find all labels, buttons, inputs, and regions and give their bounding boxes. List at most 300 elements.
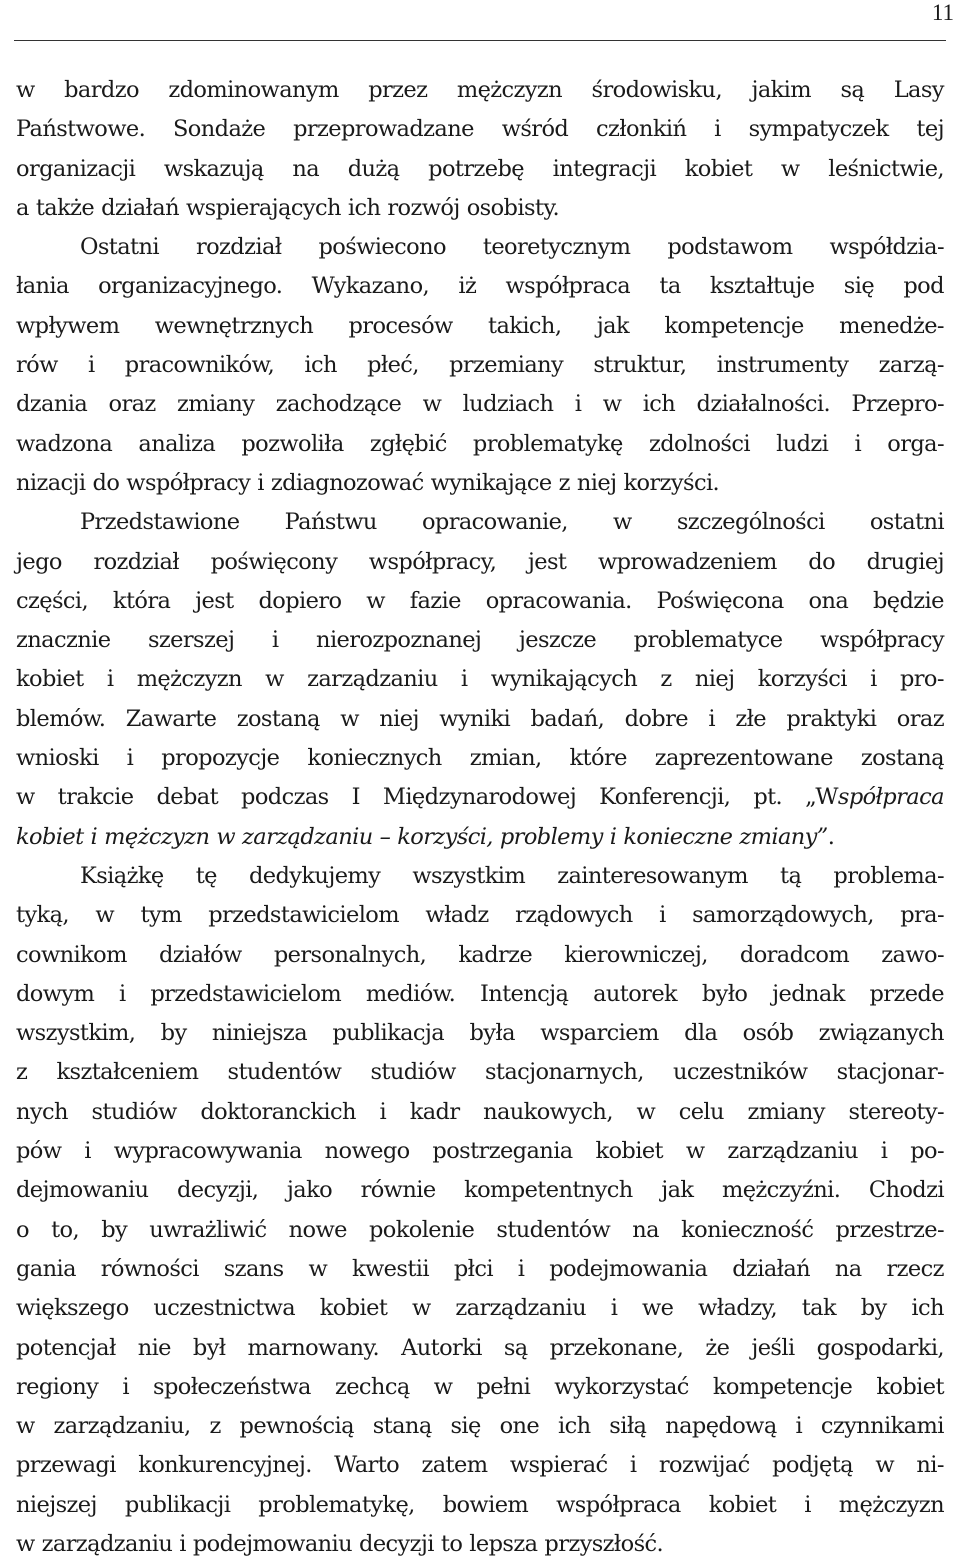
- word: potencjał: [16, 1334, 116, 1361]
- word: współpracy,: [368, 548, 497, 575]
- word: zarządzaniu: [455, 1295, 586, 1322]
- word: kształtuje: [709, 273, 815, 300]
- word: problematykę,: [258, 1491, 415, 1518]
- word: konieczne: [623, 823, 733, 850]
- word: po-: [910, 1138, 944, 1165]
- word: ludzi: [776, 430, 829, 457]
- word: z: [558, 469, 570, 496]
- word: rządowych: [515, 902, 633, 929]
- text-line: [16, 1525, 944, 1564]
- word: zachodzące: [275, 391, 402, 418]
- word: i: [804, 1491, 811, 1518]
- word: Poświęcona: [656, 587, 784, 614]
- text-line: [16, 1329, 944, 1368]
- word: w: [216, 823, 236, 850]
- word: niejszej: [16, 1491, 97, 1518]
- word: i: [629, 1452, 637, 1479]
- word: jeśli: [751, 1334, 795, 1361]
- word: zarządzaniu: [242, 823, 373, 850]
- text-line: [16, 1211, 944, 1250]
- word: zarządzaniu: [41, 1530, 173, 1557]
- word: decyzji: [359, 1530, 434, 1557]
- word: by: [160, 1020, 187, 1047]
- word: niej: [694, 666, 735, 693]
- word: będzie: [872, 587, 944, 614]
- word: wszystkim,: [16, 1020, 136, 1047]
- word: naukowych,: [483, 1098, 613, 1125]
- word: dobre: [624, 705, 688, 732]
- word: Warto: [334, 1452, 400, 1479]
- word: analiza: [138, 430, 216, 457]
- word: tym: [140, 902, 182, 929]
- word: zdominowanym: [168, 77, 339, 103]
- word: „Współpraca: [805, 784, 944, 811]
- word: społeczeństwa: [153, 1373, 311, 1400]
- word: są: [840, 77, 865, 103]
- word: współpracy: [126, 469, 251, 496]
- word: i: [119, 980, 126, 1007]
- text-body: [16, 71, 944, 1564]
- word: wszystkim: [412, 862, 526, 889]
- word: i: [659, 902, 666, 929]
- paragraph: [16, 71, 944, 228]
- word: są: [503, 1334, 528, 1361]
- word: czynnikami: [820, 1413, 944, 1440]
- word: korzyści.: [623, 469, 720, 496]
- word: że: [705, 1334, 730, 1361]
- text-line: [16, 71, 944, 110]
- word: propozycje: [161, 745, 280, 772]
- word: zdolności: [648, 430, 750, 457]
- word: przemiany: [449, 352, 564, 379]
- word: dejmowaniu: [16, 1177, 149, 1204]
- word: praktyki: [786, 705, 877, 732]
- word: zmiany”.: [739, 823, 835, 850]
- word: problemy: [499, 823, 603, 850]
- word: wprowadzeniem: [597, 548, 777, 575]
- word: podstawom: [667, 234, 793, 261]
- text-line: [16, 582, 944, 621]
- word: przewagi: [16, 1452, 116, 1479]
- word: wynikające: [430, 469, 552, 496]
- word: kobiet: [319, 1295, 388, 1322]
- word: pracowników,: [124, 352, 275, 379]
- word: w: [16, 77, 35, 103]
- word: na: [834, 1255, 862, 1282]
- word: władz: [425, 902, 489, 929]
- word: publikacji: [124, 1491, 231, 1518]
- text-line: [16, 818, 944, 857]
- word: ich: [304, 352, 337, 379]
- word: pełni: [476, 1373, 531, 1400]
- word: kobiet: [16, 666, 84, 693]
- word: opracowanie,: [421, 509, 568, 536]
- word: płeć,: [367, 352, 419, 379]
- word: ich: [911, 1295, 944, 1322]
- text-line: [16, 1407, 944, 1446]
- word: Autorki: [401, 1334, 482, 1361]
- word: konkurencyjnej.: [138, 1452, 312, 1479]
- word: postrzegania: [432, 1138, 573, 1165]
- word: jako: [286, 1177, 333, 1204]
- word: pów: [16, 1138, 62, 1165]
- word: zawo-: [881, 941, 944, 968]
- word: doradcom: [739, 941, 850, 968]
- word: równie: [360, 1177, 436, 1204]
- word: stacjonarnych,: [484, 1059, 644, 1086]
- word: i: [609, 823, 617, 850]
- word: I: [351, 784, 360, 811]
- word: działań: [101, 194, 179, 221]
- word: to: [440, 1530, 463, 1557]
- word: potrzebę: [428, 155, 524, 182]
- word: trakcie: [57, 784, 134, 811]
- word: zmian,: [469, 745, 542, 772]
- word: związanych: [818, 1020, 944, 1047]
- word: uczestników: [673, 1059, 808, 1086]
- word: pod: [903, 273, 944, 300]
- word: w: [685, 1138, 705, 1165]
- word: przedstawicielom: [150, 980, 342, 1007]
- word: mężczyźni.: [721, 1177, 841, 1204]
- word: była: [469, 1020, 515, 1047]
- word: władzy,: [698, 1295, 778, 1322]
- word: takich,: [488, 312, 562, 339]
- word: zmiany: [747, 1098, 825, 1125]
- word: i: [379, 1098, 387, 1125]
- word: pro-: [899, 666, 944, 693]
- word: jest: [527, 548, 567, 575]
- word: a: [16, 194, 29, 221]
- word: pt.: [753, 784, 783, 811]
- word: równości: [100, 1255, 199, 1282]
- word: zarządzaniu: [727, 1138, 858, 1165]
- word: na: [632, 1216, 659, 1243]
- word: leśnictwie,: [828, 155, 944, 182]
- text-line: [16, 228, 944, 267]
- word: ludziach: [462, 391, 554, 418]
- word: uwrażliwić: [149, 1216, 267, 1243]
- word: by: [101, 1216, 128, 1243]
- word: zmiany: [177, 391, 255, 418]
- word: lepsza: [469, 1530, 538, 1557]
- word: osobisty.: [466, 194, 560, 221]
- word: organizacyjnego.: [98, 273, 283, 300]
- word: problema-: [833, 862, 944, 889]
- word: zostaną: [860, 745, 944, 772]
- word: jego: [16, 548, 62, 575]
- word: Lasy: [893, 77, 944, 103]
- word: ich: [347, 194, 381, 221]
- word: osób: [742, 1020, 794, 1047]
- text-line: [16, 1053, 944, 1092]
- word: gospodarki,: [816, 1334, 944, 1361]
- word: znacznie: [16, 627, 111, 654]
- word: Ostatni: [80, 234, 159, 261]
- word: dopiero: [258, 587, 342, 614]
- word: w: [308, 1255, 328, 1282]
- word: kadr: [409, 1098, 460, 1125]
- word: się: [450, 1413, 481, 1440]
- word: pozwoliła: [241, 430, 344, 457]
- word: korzyści: [757, 666, 847, 693]
- word: nie: [137, 1334, 171, 1361]
- word: procesów: [348, 312, 453, 339]
- word: bowiem: [442, 1491, 529, 1518]
- word: nizacji: [16, 469, 86, 496]
- word: przekonane,: [549, 1334, 684, 1361]
- word: we: [642, 1295, 674, 1322]
- word: i: [84, 1138, 91, 1165]
- word: nowego: [324, 1138, 410, 1165]
- word: i: [271, 627, 279, 654]
- word: zgłębić: [369, 430, 447, 457]
- word: szans: [223, 1255, 284, 1282]
- word: które: [569, 745, 627, 772]
- word: i: [708, 705, 715, 732]
- word: fazie: [409, 587, 461, 614]
- word: studiów: [91, 1098, 177, 1125]
- word: ostatni: [869, 509, 944, 536]
- word: był: [192, 1334, 226, 1361]
- word: bardzo: [64, 77, 139, 103]
- word: gania: [16, 1255, 76, 1282]
- word: się: [843, 273, 875, 300]
- word: dużą: [347, 155, 400, 182]
- word: personalnych,: [273, 941, 427, 968]
- word: mężczyzn: [838, 1491, 944, 1518]
- text-line: [16, 778, 944, 817]
- word: rozwój: [387, 194, 460, 221]
- word: niej: [576, 469, 617, 496]
- word: zarzą-: [878, 352, 944, 379]
- text-line: [16, 1014, 944, 1053]
- word: jest: [195, 587, 234, 614]
- word: złe: [735, 705, 767, 732]
- word: w: [412, 1295, 431, 1322]
- text-line: [16, 110, 944, 149]
- text-line: [16, 1250, 944, 1289]
- word: kobiet: [708, 1491, 777, 1518]
- word: wpływem: [16, 312, 120, 339]
- word: dedykujemy: [248, 862, 381, 889]
- word: ni-: [916, 1452, 944, 1479]
- text-line: [16, 975, 944, 1014]
- word: oraz: [896, 705, 944, 732]
- word: wewnętrznych: [154, 312, 314, 339]
- word: konieczność: [681, 1216, 814, 1243]
- word: wśród: [501, 116, 569, 143]
- word: oraz: [108, 391, 156, 418]
- word: teoretycznym: [482, 234, 631, 261]
- word: Chodzi: [868, 1177, 944, 1204]
- text-line: [16, 267, 944, 306]
- word: tę: [195, 862, 217, 889]
- word: kadrze: [458, 941, 533, 968]
- word: podjętą: [772, 1452, 853, 1479]
- word: i: [517, 1255, 525, 1282]
- word: dowym: [16, 980, 95, 1007]
- word: w: [95, 902, 115, 929]
- text-line: [16, 1289, 944, 1328]
- word: na: [292, 155, 320, 182]
- word: mediów.: [365, 980, 456, 1007]
- word: działalności.: [696, 391, 831, 418]
- text-line: [16, 1171, 944, 1210]
- word: jeszcze: [518, 627, 597, 654]
- word: celu: [678, 1098, 724, 1125]
- word: Przepro-: [851, 391, 944, 418]
- text-line: [16, 857, 944, 896]
- word: iż: [458, 273, 477, 300]
- word: siłą: [609, 1413, 647, 1440]
- word: one: [499, 1413, 540, 1440]
- word: kształceniem: [56, 1059, 199, 1086]
- word: kobiet: [16, 823, 84, 850]
- word: rozwijać: [658, 1452, 750, 1479]
- text-line: [16, 1093, 944, 1132]
- text-line: [16, 189, 944, 228]
- word: kompetencje: [664, 312, 804, 339]
- word: wskazują: [163, 155, 264, 182]
- word: samorządowych,: [692, 902, 874, 929]
- word: Książkę: [80, 862, 164, 889]
- word: szerszej: [147, 627, 235, 654]
- word: przez: [368, 77, 428, 103]
- word: tą: [780, 862, 802, 889]
- word: i: [795, 1413, 803, 1440]
- word: autorek: [593, 980, 678, 1007]
- text-line: [16, 1446, 944, 1485]
- word: ich: [642, 391, 676, 418]
- word: i: [122, 1373, 129, 1400]
- word: w: [780, 155, 800, 182]
- word: w: [366, 587, 385, 614]
- word: wadzona: [16, 430, 113, 457]
- word: i: [106, 666, 114, 693]
- text-line: [16, 1486, 944, 1525]
- word: Międzynarodowej: [382, 784, 577, 811]
- word: kompetentnych: [464, 1177, 633, 1204]
- word: poświecono: [318, 234, 446, 261]
- text-line: [16, 660, 944, 699]
- word: zarządzaniu: [307, 666, 438, 693]
- word: rozdział: [195, 234, 282, 261]
- word: i: [126, 745, 134, 772]
- word: wypracowywania: [113, 1138, 302, 1165]
- word: w: [613, 509, 632, 536]
- word: niniejsza: [211, 1020, 308, 1047]
- word: menedże-: [839, 312, 944, 339]
- word: do: [808, 548, 836, 575]
- word: kompetencje: [712, 1373, 853, 1400]
- word: doktoranckich: [200, 1098, 356, 1125]
- text-line: [16, 346, 944, 385]
- word: Przedstawione: [80, 509, 240, 536]
- word: studentów: [227, 1059, 342, 1086]
- word: to,: [51, 1216, 80, 1243]
- word: Sondaże: [172, 116, 266, 143]
- word: decyzji,: [176, 1177, 259, 1204]
- word: podczas: [241, 784, 329, 811]
- word: wykorzystać: [554, 1373, 689, 1400]
- word: struktur,: [593, 352, 687, 379]
- header-rule: [14, 40, 946, 41]
- word: współpraca: [505, 273, 631, 300]
- word: by: [860, 1295, 887, 1322]
- word: tej: [916, 116, 944, 143]
- text-line: [16, 543, 944, 582]
- word: w: [875, 1452, 895, 1479]
- word: która: [112, 587, 171, 614]
- word: o: [16, 1216, 29, 1243]
- word: zdiagnozować: [270, 469, 424, 496]
- word: współdzia-: [829, 234, 944, 261]
- word: i: [179, 1530, 186, 1557]
- word: dzania: [16, 391, 88, 418]
- text-line: [16, 896, 944, 935]
- word: i: [880, 1138, 888, 1165]
- word: jak: [661, 1177, 694, 1204]
- word: integracji: [552, 155, 657, 182]
- word: i: [870, 666, 877, 693]
- word: z: [660, 666, 672, 693]
- word: zatem: [421, 1452, 488, 1479]
- word: środowisku,: [591, 77, 722, 103]
- word: w: [422, 391, 442, 418]
- word: Państwowe.: [16, 116, 146, 143]
- word: orga-: [887, 430, 944, 457]
- word: mężczyzn: [136, 666, 242, 693]
- word: zostaną: [236, 705, 320, 732]
- word: pokolenie: [368, 1216, 475, 1243]
- word: łania: [16, 273, 69, 300]
- word: podejmowania: [549, 1255, 708, 1282]
- word: ta: [659, 273, 681, 300]
- word: problematyce: [633, 627, 783, 654]
- word: stereoty-: [848, 1098, 944, 1125]
- word: było: [701, 980, 748, 1007]
- word: z: [16, 1059, 28, 1086]
- word: poświęcony: [210, 548, 338, 575]
- word: badań,: [530, 705, 605, 732]
- text-line: [16, 700, 944, 739]
- word: w: [16, 1530, 35, 1557]
- word: pewnością: [239, 1413, 354, 1440]
- word: w: [433, 1373, 453, 1400]
- word: zechcą: [334, 1373, 410, 1400]
- word: regiony: [16, 1373, 99, 1400]
- word: ich: [557, 1413, 591, 1440]
- word: wspierać: [509, 1452, 608, 1479]
- word: stacjonar-: [836, 1059, 944, 1086]
- text-line: [16, 464, 944, 503]
- word: marnowany.: [247, 1334, 380, 1361]
- word: pra-: [900, 902, 944, 929]
- word: jednak: [772, 980, 845, 1007]
- word: wsparciem: [540, 1020, 659, 1047]
- word: w: [16, 1413, 35, 1440]
- word: jakim: [751, 77, 812, 103]
- word: wyniki: [439, 705, 511, 732]
- word: działań: [732, 1255, 811, 1282]
- paragraph: [16, 857, 944, 1564]
- word: rozdział: [93, 548, 179, 575]
- word: do: [92, 469, 120, 496]
- word: szczególności: [676, 509, 825, 536]
- word: przyszłość.: [544, 1530, 664, 1557]
- word: dla: [684, 1020, 718, 1047]
